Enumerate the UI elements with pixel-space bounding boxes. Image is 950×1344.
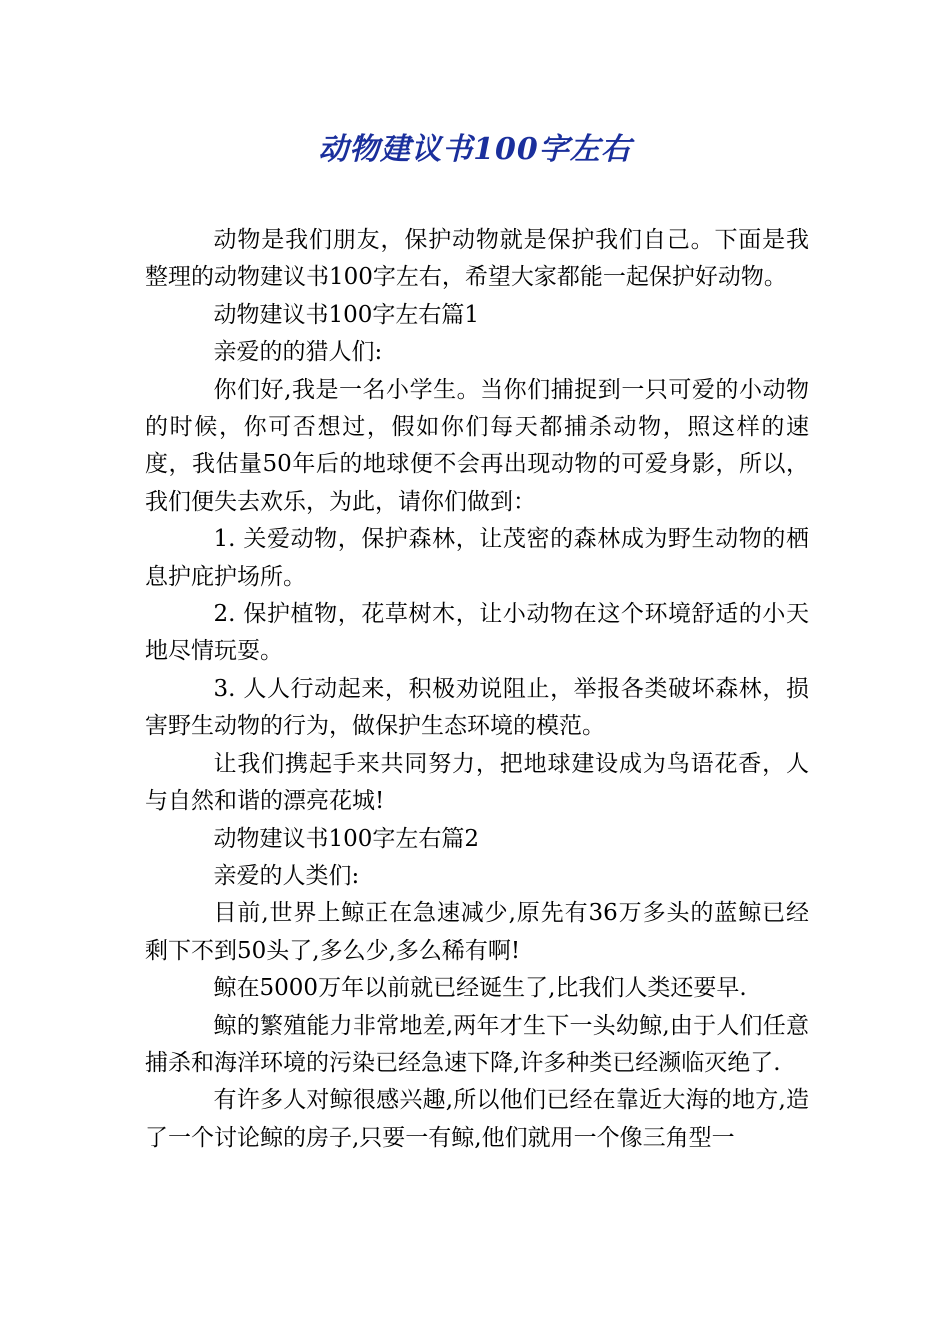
list-item-1: 1. 关爱动物，保护森林，让茂密的森林成为野生动物的栖息护庇护场所。 xyxy=(145,526,809,590)
salutation-1: 亲爱的的猎人们: xyxy=(213,339,383,366)
document-title: 动物建议书100字左右 xyxy=(318,132,632,167)
body-paragraph: 你们好,我是一名小学生。当你们捕捉到一只可爱的小动物的时候，你可否想过，假如你们每天都捕杀动物，照这样的速度，我估量50年后的地球便不会再出现动物的可爱身影，所以，我们便失去欢乐，为此，请你们做到： xyxy=(145,376,809,515)
section-heading-2: 动物建议书100字左右篇2 xyxy=(213,825,480,852)
list-item-3: 3. 人人行动起来，积极劝说阻止，举报各类破坏森林，损害野生动物的行为，做保护生态环境的模范。 xyxy=(145,675,809,740)
list-item-2: 2. 保护植物，花草树木，让小动物在这个环境舒适的小天地尽情玩耍。 xyxy=(145,601,809,665)
closing-paragraph: 让我们携起手来共同努力，把地球建设成为鸟语花香，人与自然和谐的漂亮花城! xyxy=(145,750,809,815)
document-body xyxy=(145,222,809,1157)
body-paragraph: 鲸在5000万年以前就已经诞生了,比我们人类还要早. xyxy=(213,975,747,1002)
salutation-2: 亲爱的人类们: xyxy=(213,862,360,889)
body-paragraph: 鲸的繁殖能力非常地差,两年才生下一头幼鲸,由于人们任意捕杀和海洋环境的污染已经急速下降,许多种类已经濒临灭绝了. xyxy=(145,1012,809,1076)
intro-paragraph: 动物是我们朋友，保护动物就是保护我们自己。下面是我整理的动物建议书100字左右，希望大家都能一起保护好动物。 xyxy=(145,227,809,291)
body-paragraph: 有许多人对鲸很感兴趣,所以他们已经在靠近大海的地方,造了一个讨论鲸的房子,只要一有鲸,他们就用一个像三角型一 xyxy=(145,1087,809,1151)
body-paragraph: 目前,世界上鲸正在急速减少,原先有36万多头的蓝鲸已经剩下不到50头了,多么少,多么稀有啊! xyxy=(145,900,809,964)
section-heading-1: 动物建议书100字左右篇1 xyxy=(213,301,480,328)
